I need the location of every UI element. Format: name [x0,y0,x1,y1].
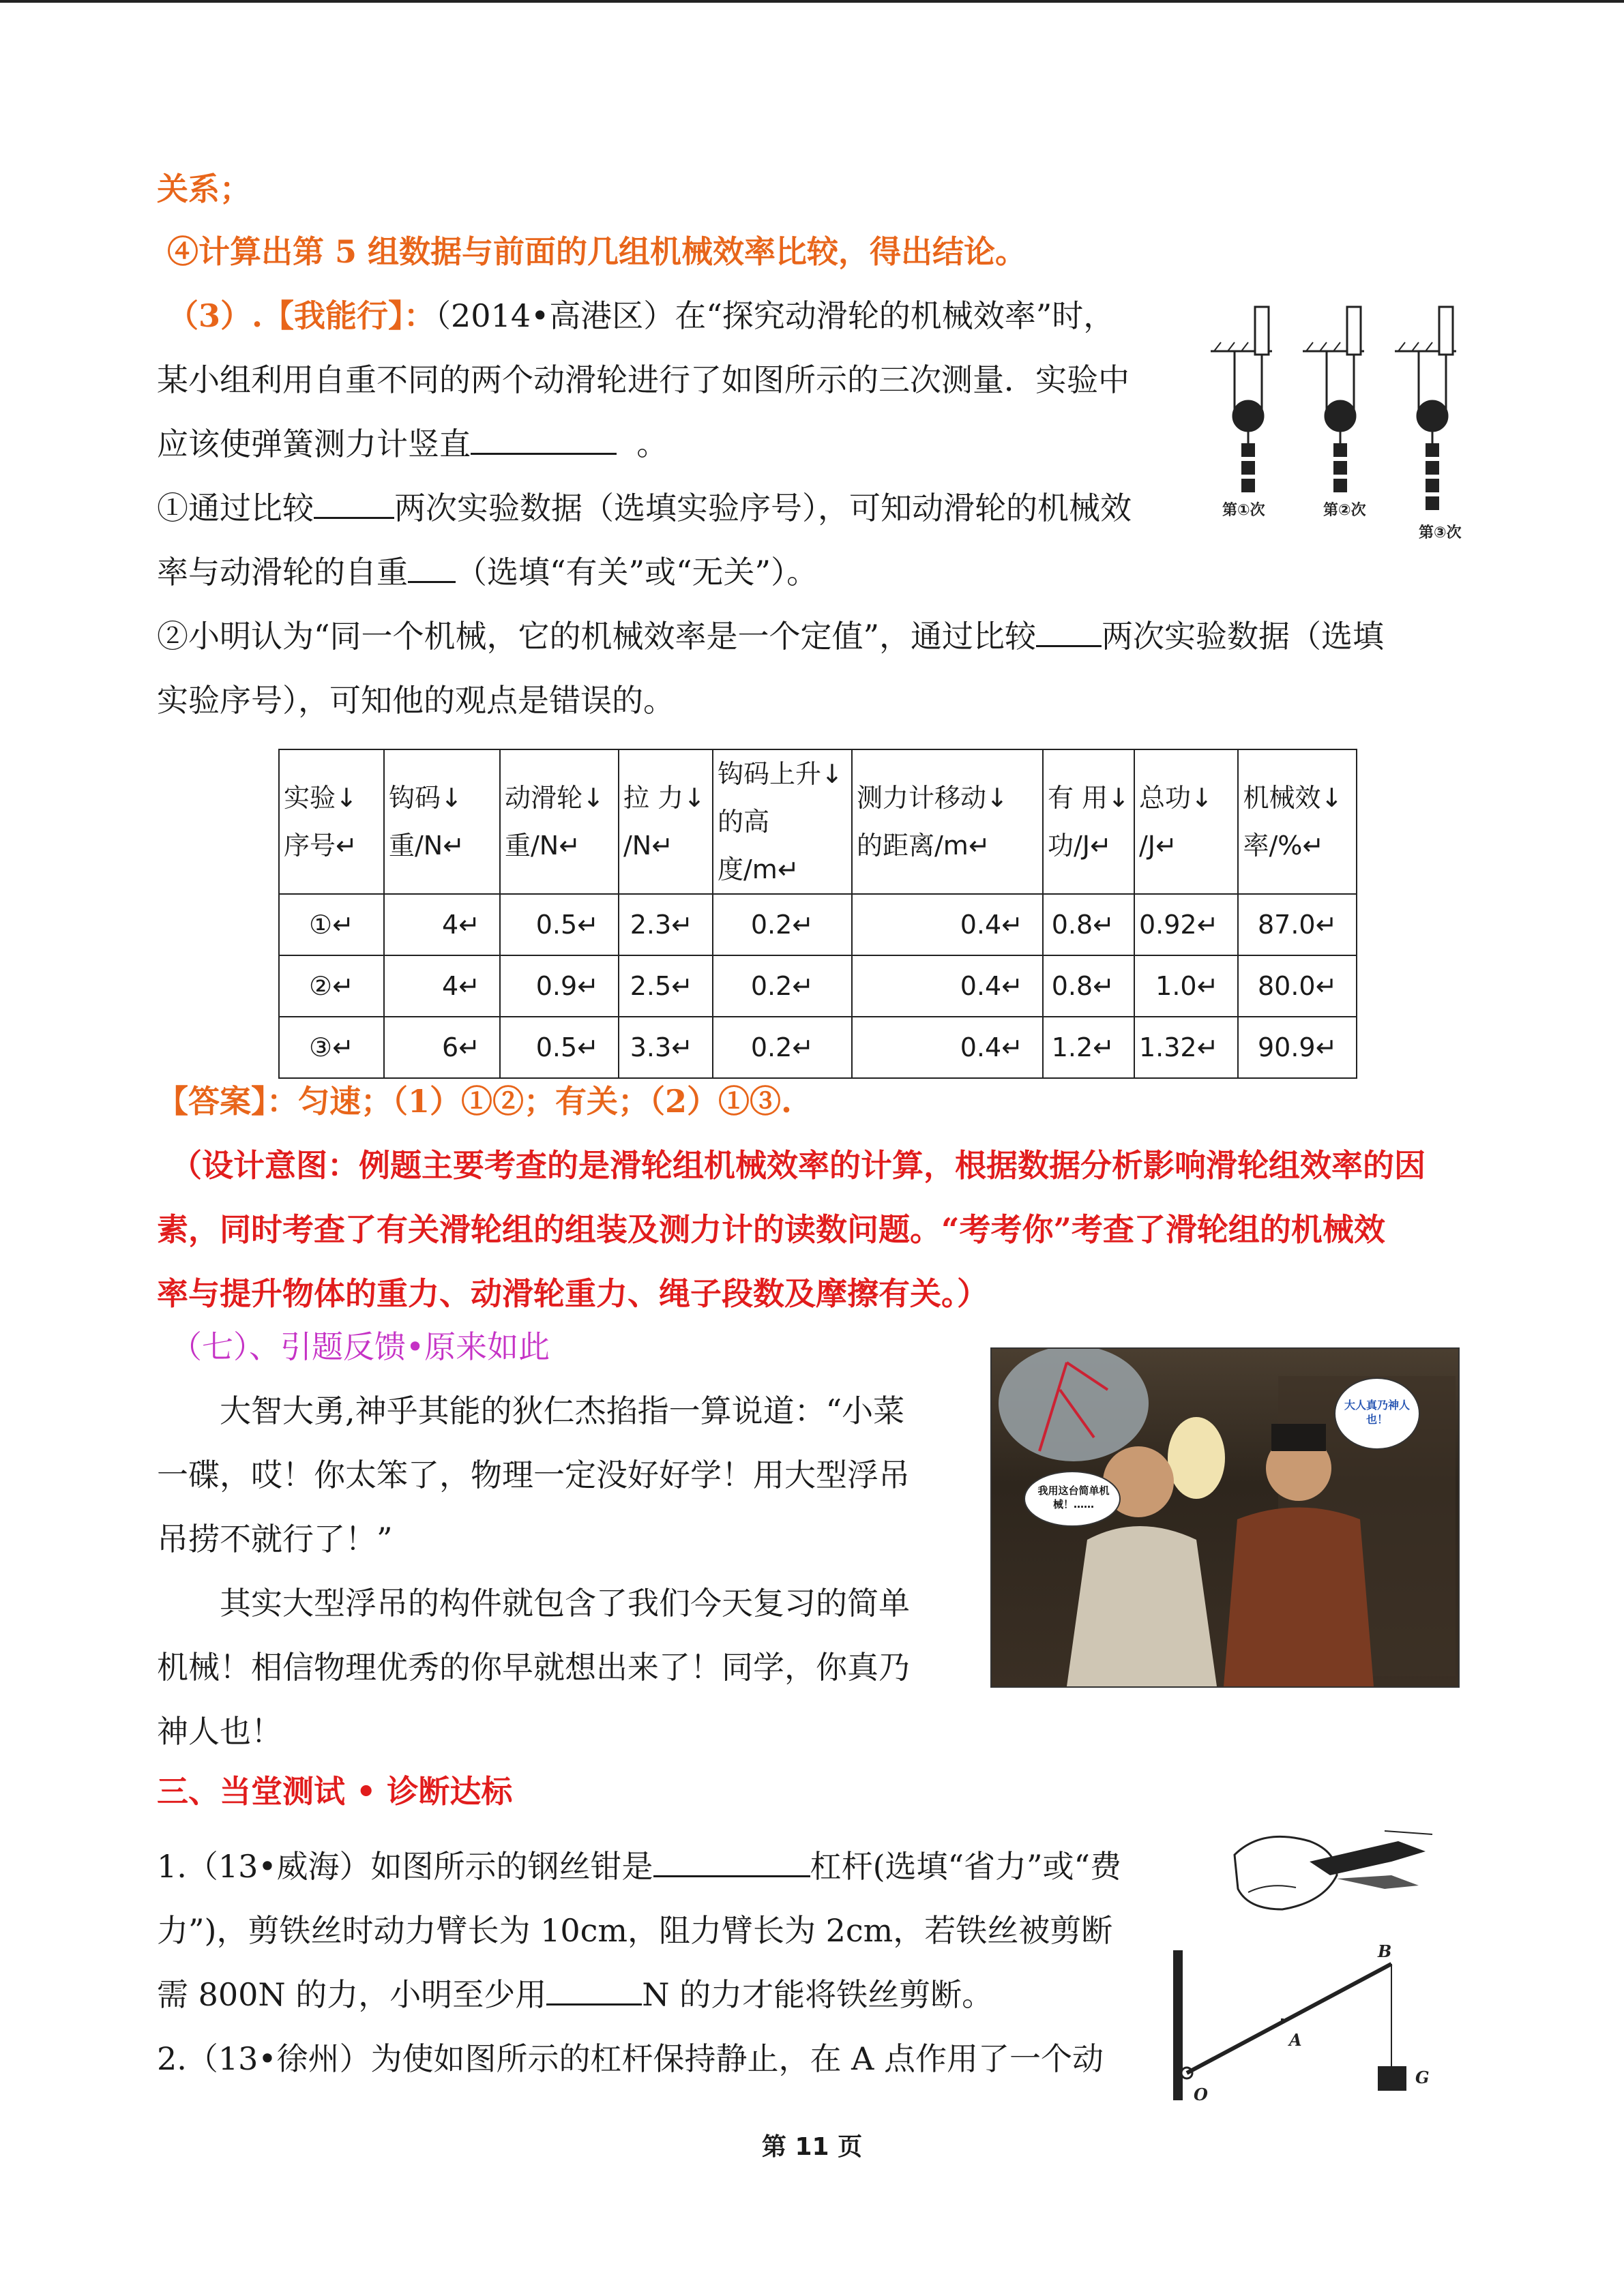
q1-text-e: N 的力才能将铁丝剪断。 [642,1976,994,2013]
table-cell: 0.92↵ [1134,894,1238,955]
line-step4: ④计算出第 5 组数据与前面的几组机械效率比较，得出结论。 [167,233,1027,270]
table-cell: 90.9↵ [1238,1017,1357,1078]
table-cell: 2.3↵ [619,894,713,955]
lever-label-g: G [1415,2068,1430,2087]
table-cell: 0.2↵ [713,1017,852,1078]
table-header-cell: 测力计移动↓ 的距离/m↵ [852,749,1043,894]
table-cell: 4↵ [384,955,500,1017]
q1-line-3 [157,1963,993,2027]
story-line-1: 大智大勇,神乎其能的狄仁杰掐指一算说道：“小菜 [220,1392,905,1429]
line-8 [157,604,1384,668]
line-relation: 关系； [157,170,251,207]
table-header-cell: 钩码↓ 重/N↵ [384,749,500,894]
line-8a: ②小明认为“同一个机械，它的机械效率是一个定值”，通过比较 [157,618,1037,655]
design-intent-3: 率与提升物体的重力、动滑轮重力、绳子段数及摩擦有关。） [157,1275,988,1312]
pulley-label-1: 第①次 [1222,502,1265,519]
table-cell: ③↵ [279,1017,384,1078]
line-6b: 两次实验数据（选填实验序号），可知动滑轮的机械效 [394,490,1132,526]
lever-label-b: B [1378,1941,1392,1961]
table-header-cell: 有 用↓ 功/J↵ [1043,749,1134,894]
table-cell: 0.5↵ [500,1017,619,1078]
lever-label-o: O [1194,2085,1208,2104]
line-9: 实验序号），可知他的观点是错误的。 [157,682,675,719]
q1-text-d: 需 800N 的力，小明至少用 [157,1976,547,2013]
line-5 [157,412,668,476]
table-cell: 3.3↵ [619,1017,713,1078]
line-7a: 率与动滑轮的自重 [157,554,408,591]
table-cell: 6↵ [384,1017,500,1078]
line-5-text: 应该使弹簧测力计竖直 [157,426,471,462]
q2-line-1: 2.（13•徐州）为使如图所示的杠杆保持静止，在 A 点作用了一个动 [157,2040,1104,2077]
answer-line: 【答案】：匀速；（1）①②；有关；（2）①③. [157,1083,793,1120]
table-header-cell: 机械效↓ 率/%↵ [1238,749,1357,894]
story-line-2: 一碟，哎！你太笨了，物理一定没好好学！用大型浮吊 [157,1457,910,1493]
q1-line-1 [157,1834,1121,1898]
answer-blank-1[interactable] [471,426,617,455]
line-7 [157,540,818,604]
table-header-row [279,749,1357,894]
table-header-cell: 实验↓ 序号↵ [279,749,384,894]
answer-blank-4[interactable] [1036,618,1102,647]
speech-bubble-right: 大人真乃神人也！ [1344,1399,1410,1426]
table-cell: 0.4↵ [852,894,1043,955]
table-cell: 0.5↵ [500,894,619,955]
experiment-data-table [278,749,1357,1079]
table-header-cell: 拉 力↓ /N↵ [619,749,713,894]
pulley-label-2: 第②次 [1323,502,1366,519]
section-7-heading: （七）、引题反馈•原来如此 [171,1328,550,1365]
line-6a: ①通过比较 [157,490,314,526]
q1-blank-2[interactable] [546,1976,642,2006]
q1-blank-1[interactable] [653,1848,810,1877]
section-3-heading: 三、当堂测试 • 诊断达标 [157,1773,513,1810]
q1-text-b: 杠杆(选填“省力”或“费 [810,1848,1122,1885]
question-source: （2014•高港区）在“探究动滑轮的机械效率”时， [435,297,1115,334]
story-line-6: 神人也！ [157,1713,282,1750]
pulley-experiment-figure [1207,300,1480,546]
line-6 [157,476,1132,540]
story-line-4: 其实大型浮吊的构件就包含了我们今天复习的简单 [220,1585,910,1622]
design-intent-1: （设计意图：例题主要考查的是滑轮组机械效率的计算，根据数据分析影响滑轮组效率的因 [171,1147,1426,1184]
q1-text-a: 1.（13•威海）如图所示的钢丝钳是 [157,1848,653,1885]
top-border [0,0,1624,3]
table-cell: 0.8↵ [1043,955,1134,1017]
lever-figure [1173,1937,1446,2114]
table-header-cell: 钩码上升↓ 的高度/m↵ [713,749,852,894]
table-cell: 0.9↵ [500,955,619,1017]
table-header-cell: 动滑轮↓ 重/N↵ [500,749,619,894]
line-4: 某小组利用自重不同的两个动滑轮进行了如图所示的三次测量．实验中 [157,361,1130,398]
table-cell: ①↵ [279,894,384,955]
table-cell: ②↵ [279,955,384,1017]
design-intent-2: 素，同时考查了有关滑轮组的组装及测力计的读数问题。“考考你”考查了滑轮组的机械效 [157,1211,1385,1248]
table-header-cell: 总功↓ /J↵ [1134,749,1238,894]
table-cell: 0.4↵ [852,955,1043,1017]
story-line-3: 吊捞不就行了！” [157,1521,393,1557]
table-row [279,894,1357,955]
table-cell: 0.2↵ [713,955,852,1017]
line-8b: 两次实验数据（选填 [1102,618,1385,655]
table-cell: 2.5↵ [619,955,713,1017]
page-number: 第 11 页 [761,2133,863,2161]
line-5-end: 。 [636,426,668,462]
drama-scene-photo [990,1347,1460,1688]
speech-bubble-left: 我用这台简单机械！…… [1037,1485,1110,1510]
table-cell: 0.8↵ [1043,894,1134,955]
story-line-5: 机械！相信物理优秀的你早就想出来了！同学，你真乃 [157,1649,910,1686]
table-cell: 1.32↵ [1134,1017,1238,1078]
wire-pliers-figure [1221,1814,1439,1937]
lever-label-a: A [1289,2030,1302,2050]
answer-blank-2[interactable] [314,490,394,519]
line-7b: （选填“有关”或“无关”）。 [456,554,818,591]
table-cell: 1.0↵ [1134,955,1238,1017]
q1-line-2: 力”)，剪铁丝时动力臂长为 10cm，阻力臂长为 2cm，若铁丝被剪断 [157,1912,1113,1949]
answer-blank-3[interactable] [408,554,456,583]
table-cell: 87.0↵ [1238,894,1357,955]
table-cell: 0.2↵ [713,894,852,955]
table-row [279,955,1357,1017]
table-cell: 0.4↵ [852,1017,1043,1078]
question-tag: （3）.【我能行】： [167,297,436,334]
table-cell: 4↵ [384,894,500,955]
pulley-label-3: 第③次 [1419,524,1462,541]
table-cell: 80.0↵ [1238,955,1357,1017]
table-cell: 1.2↵ [1043,1017,1134,1078]
line-question3 [167,284,1114,348]
